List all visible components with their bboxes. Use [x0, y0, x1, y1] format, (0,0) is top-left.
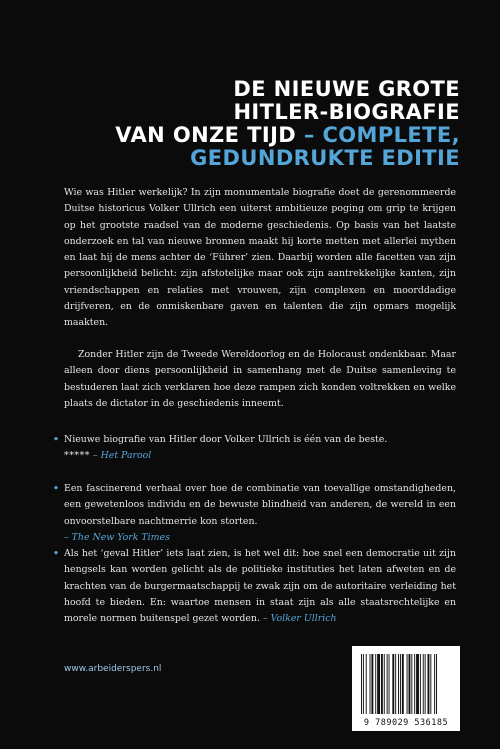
barcode-bar	[430, 654, 431, 714]
barcode-bar	[392, 654, 394, 714]
barcode-bar	[409, 654, 411, 714]
barcode-bar	[428, 654, 430, 714]
headline-line-3	[115, 124, 460, 147]
blurb-text-2: Zonder Hitler zijn de Tweede Wereldoorlog en de Holocaust ondenkbaar. Maar alleen door diens persoonlijkheid in samenhang met de Duitse samenleving te bestuderen laat zich verklaren hoe deze rampen zich konden voltrekken en welke plaats de dictator in de geschiedenis inneemt.	[64, 349, 456, 409]
review-source: – The New York Times	[64, 531, 170, 543]
blurb-text-1: Wie was Hitler werkelijk? In zijn monumentale biografie doet de gerenommeerde Duitse historicus Volker Ullrich een uiterst ambitieuze poging om grip te krijgen op het grootste raadsel van de moderne geschiedenis. Op basis van het laatste onderzoek en tal van nieuwe bronnen maakt hij korte metten met allerlei mythen en laat hij de mens achter de ‘Führer’ zien. Daarbij worden alle facetten van zijn persoonlijkheid belicht: zijn afstotelijke maar ook zijn aantrekkelijke kanten, zijn vriendschappen en relaties met vrouwen, zijn complexen en moorddadige drijfveren, en de onmiskenbare gaven en talenten die zijn opmars mogelijk maakten.	[64, 187, 456, 329]
barcode-bar	[395, 654, 396, 714]
review-text: Nieuwe biografie van Hitler door Volker Ullrich is één van de beste.	[64, 434, 388, 445]
headline-line-2: HITLER-BIOGRAFIE	[233, 100, 460, 124]
barcode-bar	[370, 654, 371, 714]
barcode-bar	[381, 654, 383, 714]
barcode-bar	[375, 654, 376, 714]
barcode-bar	[420, 654, 421, 714]
barcode-bar	[371, 654, 373, 714]
barcode-bar	[416, 654, 419, 714]
barcode-bar	[436, 654, 437, 714]
review-text: Een fascinerend verhaal over hoe de combinatie van toevallige omstandigheden, een gewetenloos individu en de bewuste blindheid van anderen, de wereld in een onvoorstelbare nachtmerrie kon storten.	[64, 483, 456, 527]
headline-line-1: DE NIEUWE GROTE	[233, 77, 460, 101]
headline	[115, 78, 460, 170]
barcode-bar	[400, 654, 401, 714]
barcode-bar	[363, 654, 364, 714]
blurb-paragraph-2	[64, 347, 456, 412]
barcode-bar	[411, 654, 412, 714]
barcode-number: 9 789029 536185	[363, 718, 449, 728]
barcode-bar	[387, 654, 388, 714]
barcode-bars-icon	[361, 654, 451, 714]
barcode-bar	[423, 654, 424, 714]
review-quote-3	[53, 546, 456, 627]
isbn-barcode	[352, 646, 460, 731]
barcode-bar	[402, 654, 404, 714]
barcode-bar	[384, 654, 385, 714]
barcode-bar	[377, 654, 380, 714]
review-quote-2	[53, 481, 456, 546]
headline-line-3-accent: – COMPLETE,	[296, 123, 460, 147]
barcode-bar	[414, 654, 415, 714]
headline-line-3-white: VAN ONZE TIJD	[115, 123, 297, 147]
barcode-bar	[425, 654, 426, 714]
bullet-icon: •	[53, 483, 59, 494]
barcode-bar	[398, 654, 399, 714]
rating-stars: *****	[64, 450, 90, 462]
blurb-paragraph-1	[64, 185, 456, 332]
barcode-bar	[361, 654, 362, 714]
review-source: – Volker Ullrich	[262, 613, 337, 625]
barcode-bar	[366, 654, 367, 714]
review-source: – Het Parool	[92, 450, 152, 462]
bullet-icon: •	[53, 548, 59, 559]
publisher-url[interactable]: www.arbeiderspers.nl	[64, 664, 162, 674]
barcode-bar	[389, 654, 390, 714]
barcode-bar	[407, 654, 408, 714]
review-text: Als het ‘geval Hitler’ iets laat zien, is het wel dit: hoe snel een democratie uit zijn hengsels kan worden gelicht als de politieke instituties het laten afweten en de krachten van de burgermaatschappij te zwak zijn om de autoritaire verleiding het hoofd te bieden. En: waartoe mensen in staat zijn als alle staatsrechtelijke en morele normen buitenspel gezet worden.	[64, 548, 456, 625]
headline-line-4: GEDUNDRUKTE EDITIE	[190, 146, 460, 170]
review-quote-1	[53, 432, 456, 465]
bullet-icon: •	[53, 434, 59, 445]
barcode-bar	[434, 654, 435, 714]
